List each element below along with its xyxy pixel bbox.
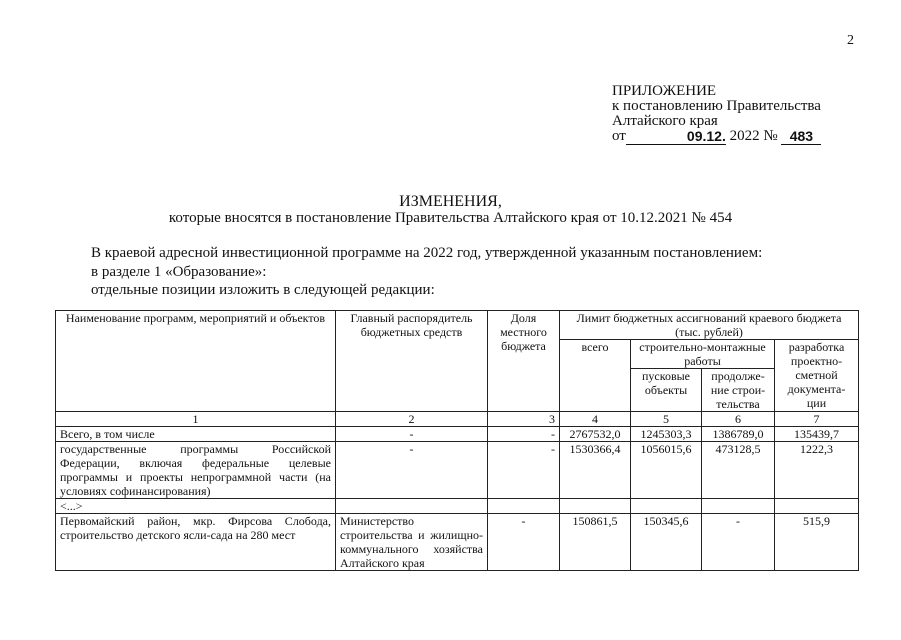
row-total: 1530366,4	[560, 442, 631, 499]
row-design-docs: 1222,3	[775, 442, 859, 499]
row-total: 150861,5	[560, 514, 631, 571]
header-local-share: Доля местного бюджета	[488, 311, 560, 412]
header-total: всего	[560, 340, 631, 412]
row-name: государственные программы Российской Федерации, включая федеральные целевые программы и проекты непрограммной части (на условиях софинансирования)	[56, 442, 336, 499]
table-row	[56, 514, 859, 571]
row-local-share: -	[488, 442, 560, 499]
column-numbers-row	[56, 412, 859, 427]
ellipsis-row: <...>	[56, 499, 336, 514]
decree-year-label: 2022 №	[729, 128, 778, 144]
column-number: 6	[702, 412, 775, 427]
appendix-line-3: Алтайского края	[612, 113, 718, 129]
header-continued-construction: продолже-ние строи-тельства	[702, 369, 775, 412]
header-design-docs: разработка проектно-сметной документа-ции	[775, 340, 859, 412]
row-design-docs: 135439,7	[775, 427, 859, 442]
row-name: Первомайский район, мкр. Фирсова Слобода, строительство детского ясли-сада на 280 мест	[56, 514, 336, 571]
table-row	[56, 427, 859, 442]
row-launch-objects: 1056015,6	[631, 442, 702, 499]
from-label: от	[612, 128, 626, 144]
table-row	[56, 442, 859, 499]
header-program-name: Наименование программ, мероприятий и объектов	[56, 311, 336, 412]
row-continued-construction: 1386789,0	[702, 427, 775, 442]
table-row	[56, 499, 859, 514]
column-number: 3	[488, 412, 560, 427]
row-name: Всего, в том числе	[56, 427, 336, 442]
decree-date: 09.12.	[626, 129, 726, 145]
appendix-date-line	[612, 129, 821, 145]
column-number: 2	[336, 412, 488, 427]
budget-table	[55, 310, 859, 571]
row-manager: Министерство строительства и жилищно-коммунального хозяйства Алтайского края	[336, 514, 488, 571]
column-number: 1	[56, 412, 336, 427]
row-launch-objects: 150345,6	[631, 514, 702, 571]
column-number: 4	[560, 412, 631, 427]
header-construction-works: строительно-монтажные работы	[631, 340, 775, 369]
row-continued-construction: 473128,5	[702, 442, 775, 499]
paragraph-3: отдельные позиции изложить в следующей редакции:	[91, 282, 435, 298]
appendix-block	[612, 84, 821, 145]
row-launch-objects: 1245303,3	[631, 427, 702, 442]
row-local-share: -	[488, 427, 560, 442]
row-manager: -	[336, 427, 488, 442]
paragraph-2: в разделе 1 «Образование»:	[91, 264, 267, 280]
row-total: 2767532,0	[560, 427, 631, 442]
page-number: 2	[847, 33, 854, 48]
document-subtitle: которые вносятся в постановление Правительства Алтайского края от 10.12.2021 № 454	[168, 210, 733, 226]
header-budget-limit: Лимит бюджетных ассигнований краевого бюджета (тыс. рублей)	[560, 311, 859, 340]
row-manager: -	[336, 442, 488, 499]
column-number: 7	[775, 412, 859, 427]
document-title: ИЗМЕНЕНИЯ,	[399, 193, 502, 210]
column-number: 5	[631, 412, 702, 427]
row-local-share: -	[488, 514, 560, 571]
decree-number: 483	[781, 129, 821, 145]
appendix-heading: ПРИЛОЖЕНИЕ	[612, 83, 717, 99]
header-launch-objects: пусковые объекты	[631, 369, 702, 412]
paragraph-1: В краевой адресной инвестиционной программе на 2022 год, утвержденной указанным постановлением:	[91, 245, 763, 261]
row-continued-construction: -	[702, 514, 775, 571]
appendix-line-2: к постановлению Правительства	[612, 98, 821, 114]
header-main-manager: Главный распорядитель бюджетных средств	[336, 311, 488, 412]
row-design-docs: 515,9	[775, 514, 859, 571]
